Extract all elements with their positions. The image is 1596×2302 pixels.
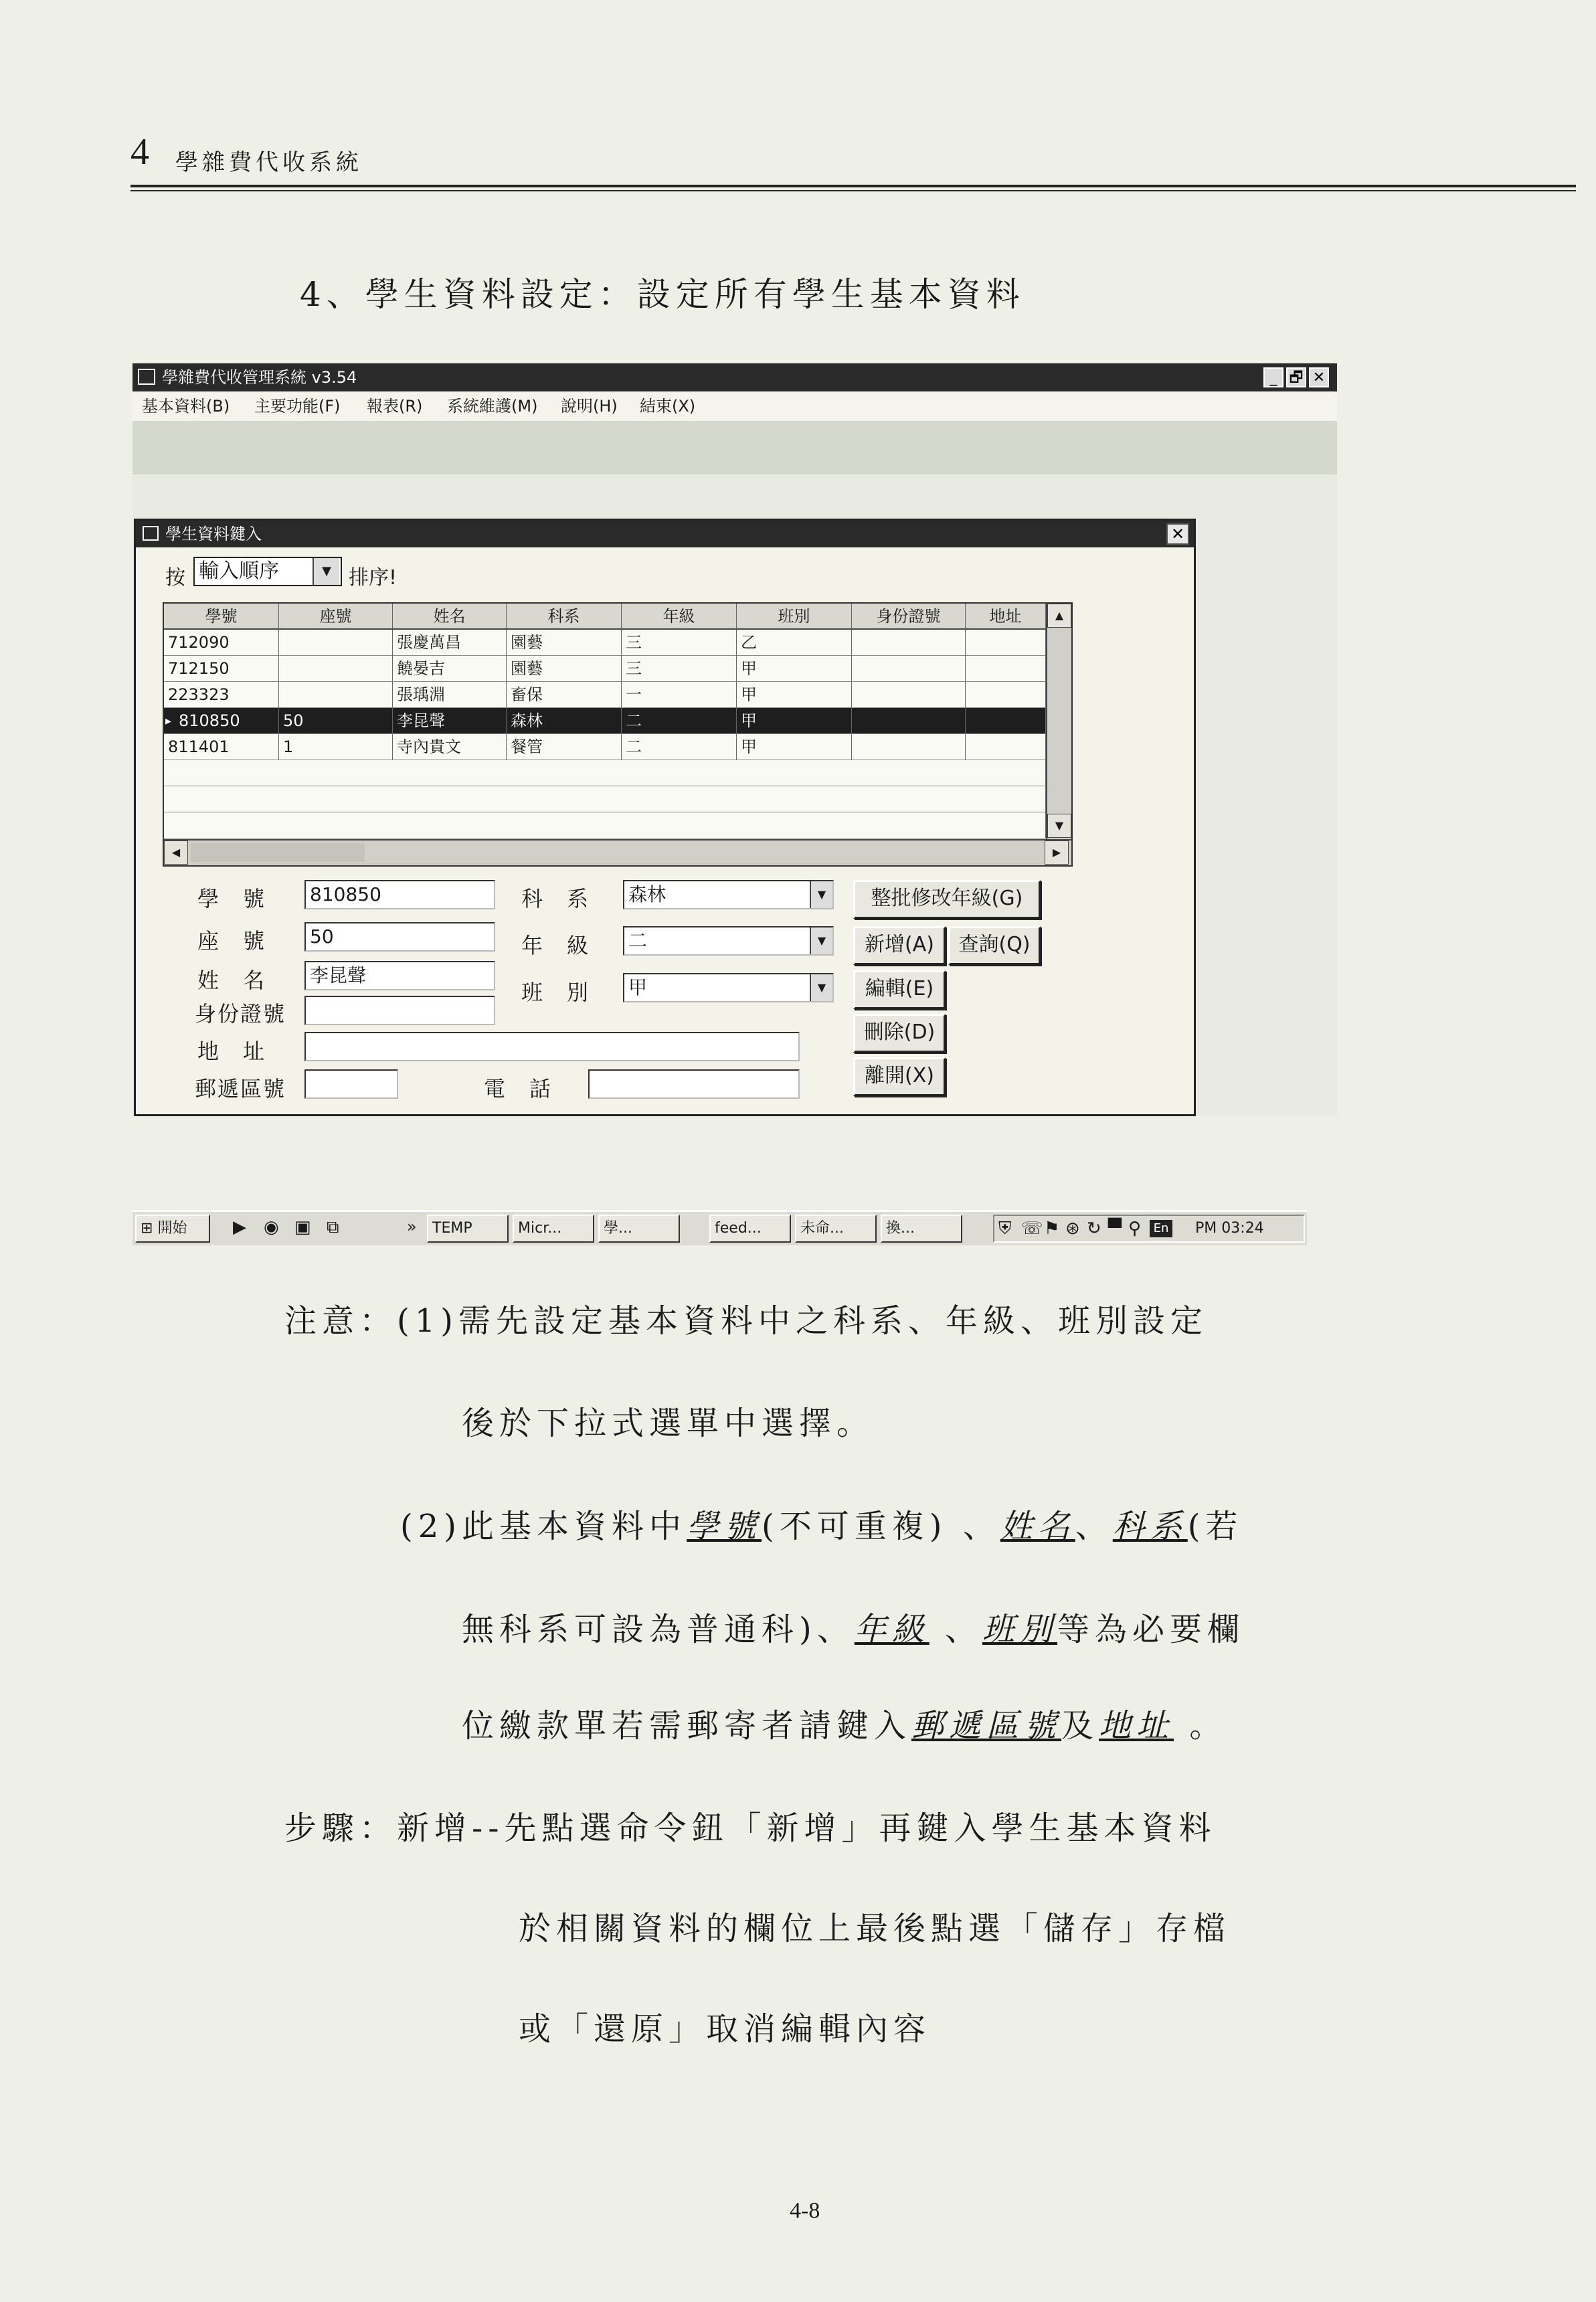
- grid-cell[interactable]: [852, 734, 966, 760]
- grid-cell[interactable]: 甲: [737, 734, 852, 760]
- grid-cell[interactable]: 二: [622, 734, 737, 760]
- column-header[interactable]: 年級: [622, 604, 737, 630]
- refresh-icon[interactable]: ↻: [1087, 1219, 1101, 1239]
- id-no-field[interactable]: [304, 996, 495, 1025]
- dialog-icon: [143, 526, 159, 541]
- scroll-right-icon[interactable]: ▶: [1045, 840, 1069, 865]
- zip-field[interactable]: [304, 1069, 398, 1099]
- search-icon[interactable]: ⚲: [1128, 1219, 1142, 1239]
- menu-help[interactable]: 說明(H): [561, 397, 618, 416]
- menu-reports[interactable]: 報表(R): [367, 397, 423, 416]
- phone-label: 電 話: [484, 1076, 553, 1101]
- dialog-close-icon[interactable]: ✕: [1166, 523, 1189, 545]
- vertical-scrollbar[interactable]: [1046, 604, 1071, 839]
- grid-cell[interactable]: 三: [622, 630, 737, 656]
- sort-order-select[interactable]: 輸入順序: [193, 557, 342, 586]
- grid-cell[interactable]: [966, 656, 1046, 682]
- note-text: (不可重複) 、: [762, 1508, 1000, 1545]
- dept-select[interactable]: 森林: [623, 880, 834, 909]
- app-menubar: [132, 391, 1337, 421]
- note-text: 無科系可設為普通科)、: [462, 1611, 855, 1648]
- grid-cell[interactable]: [852, 682, 966, 708]
- menu-exit[interactable]: 結束(X): [640, 397, 696, 416]
- exit-button[interactable]: 離開(X): [853, 1057, 946, 1096]
- required-field: 郵遞區號: [911, 1707, 1062, 1745]
- grid-cell[interactable]: 223323: [164, 682, 279, 708]
- grade-select[interactable]: 二: [623, 926, 834, 956]
- monitor-icon[interactable]: ▀: [1108, 1219, 1122, 1239]
- close-icon[interactable]: ✕: [1309, 367, 1329, 387]
- column-header[interactable]: 座號: [279, 604, 393, 630]
- student-id-field[interactable]: 810850: [304, 880, 495, 909]
- chevron-down-icon[interactable]: ▼: [313, 558, 339, 585]
- note-text: 及: [1061, 1707, 1099, 1745]
- grid-cell-selected[interactable]: [966, 708, 1046, 734]
- note-2-line-3: [462, 1700, 1227, 1746]
- dialog-title: 學生資料鍵入: [165, 525, 262, 543]
- restore-icon[interactable]: 🗗: [1286, 367, 1306, 387]
- start-button[interactable]: [135, 1215, 210, 1243]
- student-grid: [163, 602, 1073, 867]
- scroll-up-icon[interactable]: ▲: [1047, 604, 1071, 628]
- grid-cell[interactable]: 712150: [164, 656, 279, 682]
- browser-icon[interactable]: ◉: [264, 1217, 279, 1237]
- note-text: 等為必要欄: [1057, 1611, 1245, 1648]
- note-text: 、: [929, 1611, 983, 1648]
- chevron-down-icon[interactable]: ▼: [810, 927, 832, 954]
- address-field[interactable]: [304, 1032, 800, 1061]
- workspace-shade: [132, 421, 1337, 474]
- clock: PM 03:24: [1195, 1220, 1264, 1237]
- task-button-active[interactable]: 學...: [598, 1215, 680, 1243]
- flag-icon[interactable]: ⚑: [1044, 1219, 1060, 1239]
- add-button[interactable]: 新增(A): [853, 926, 946, 965]
- dept-label: 科 系: [521, 886, 590, 911]
- required-field: 科系: [1112, 1508, 1188, 1545]
- chevron-down-icon[interactable]: ▼: [810, 881, 832, 908]
- grid-cell[interactable]: 甲: [737, 682, 852, 708]
- language-indicator[interactable]: En: [1150, 1220, 1172, 1237]
- grid-cell[interactable]: 712090: [164, 630, 279, 656]
- note-1-line-2: 後於下拉式選單中選擇。: [462, 1405, 875, 1442]
- note-text: (2)此基本資料中: [400, 1508, 687, 1545]
- dialog-titlebar: [136, 521, 1194, 547]
- seat-no-label: 座 號: [197, 928, 266, 954]
- grid-cell-selected[interactable]: 810850: [164, 708, 279, 734]
- page-number: 4-8: [790, 2198, 820, 2223]
- batch-grade-button[interactable]: 整批修改年級(G): [853, 880, 1041, 919]
- class-label: 班 別: [521, 980, 590, 1005]
- note-1-line-1: 注意：(1)需先設定基本資料中之科系、年級、班別設定: [284, 1302, 1208, 1340]
- grade-label: 年 級: [521, 933, 590, 958]
- grid-cell[interactable]: 園藝: [507, 630, 622, 656]
- task-button[interactable]: 換...: [881, 1215, 962, 1243]
- grid-cell[interactable]: [966, 630, 1046, 656]
- seat-no-field[interactable]: 50: [304, 922, 495, 952]
- grid-cell-selected[interactable]: 甲: [737, 708, 852, 734]
- grid-cell[interactable]: 園藝: [507, 656, 622, 682]
- grid-cell[interactable]: 三: [622, 656, 737, 682]
- minimize-icon[interactable]: _: [1263, 367, 1283, 387]
- taskbar: [132, 1210, 1307, 1245]
- name-field[interactable]: 李昆聲: [304, 961, 495, 990]
- more-icon[interactable]: »: [407, 1217, 417, 1236]
- app-titlebar: [132, 363, 1337, 391]
- steps-line-1: 步驟：新增--先點選命令鈕「新增」再鍵入學生基本資料: [284, 1809, 1217, 1847]
- play-icon[interactable]: ▶: [233, 1217, 246, 1237]
- steps-line-2: 於相關資料的欄位上最後點選「儲存」存檔: [519, 1910, 1231, 1947]
- app-title: 學雜費代收管理系統 v3.54: [162, 368, 357, 387]
- note-2-line-2: [462, 1603, 1245, 1650]
- phone-icon[interactable]: ☏: [1021, 1219, 1043, 1239]
- row-pointer-icon: ▸: [165, 714, 172, 728]
- menu-main-functions[interactable]: 主要功能(F): [254, 397, 341, 416]
- query-button[interactable]: 查詢(Q): [948, 926, 1041, 965]
- required-field: 姓名: [1000, 1508, 1075, 1545]
- student-id-label: 學 號: [197, 886, 266, 911]
- grid-cell[interactable]: [852, 630, 966, 656]
- desktop-icon[interactable]: ⧉: [327, 1217, 339, 1237]
- phone-field[interactable]: [588, 1069, 800, 1099]
- task-button[interactable]: 未命...: [795, 1215, 877, 1243]
- grid-empty-row: [164, 760, 1046, 786]
- column-header[interactable]: 身份證號: [852, 604, 966, 630]
- system-tray: [993, 1215, 1305, 1243]
- header-rule: [130, 185, 1576, 187]
- class-select[interactable]: 甲: [623, 973, 834, 1002]
- chapter-title: 學雜費代收系統: [175, 149, 363, 176]
- grid-cell[interactable]: 乙: [737, 630, 852, 656]
- grid-cell-selected[interactable]: [852, 708, 966, 734]
- grid-empty-row: [164, 786, 1046, 812]
- edit-button[interactable]: 編輯(E): [853, 970, 946, 1009]
- task-button[interactable]: feed...: [709, 1215, 791, 1243]
- grid-cell[interactable]: 甲: [737, 656, 852, 682]
- grid-cell-selected[interactable]: 二: [622, 708, 737, 734]
- grid-cell[interactable]: [279, 630, 393, 656]
- name-label: 姓 名: [197, 968, 266, 993]
- delete-button[interactable]: 刪除(D): [853, 1014, 946, 1053]
- grid-cell-selected[interactable]: 李昆聲: [393, 708, 507, 734]
- section-title: 4、學生資料設定：設定所有學生基本資料: [300, 275, 1025, 314]
- outlook-icon[interactable]: ▣: [294, 1217, 311, 1237]
- grid-cell[interactable]: 饒晏吉: [393, 656, 507, 682]
- scroll-left-icon[interactable]: ◀: [164, 840, 188, 865]
- header-rule-thin: [130, 190, 1576, 191]
- note-2-line-1: [400, 1500, 1243, 1546]
- column-header[interactable]: 班別: [737, 604, 852, 630]
- grid-cell-selected[interactable]: 50: [279, 708, 393, 734]
- menu-basic-data[interactable]: 基本資料(B): [142, 397, 230, 416]
- note-text: 、: [1075, 1508, 1113, 1545]
- grid-cell[interactable]: 寺內貴文: [393, 734, 507, 760]
- horizontal-scrollbar[interactable]: [164, 839, 1071, 865]
- grid-cell[interactable]: 畜保: [507, 682, 622, 708]
- chevron-down-icon[interactable]: ▼: [810, 974, 832, 1001]
- network-icon[interactable]: ⊛: [1065, 1219, 1080, 1239]
- start-label: 開始: [157, 1220, 187, 1237]
- zip-label: 郵遞區號: [195, 1076, 286, 1101]
- sort-suffix: 排序!: [349, 566, 397, 590]
- required-field: 年級: [854, 1611, 929, 1648]
- note-text: (若: [1187, 1508, 1243, 1545]
- grid-cell[interactable]: [852, 656, 966, 682]
- shield-icon[interactable]: ⛨: [998, 1219, 1012, 1239]
- grid-cell[interactable]: 餐管: [507, 734, 622, 760]
- grid-cell[interactable]: 1: [279, 734, 393, 760]
- id-no-label: 身份證號: [195, 1001, 286, 1027]
- grid-empty-row: [164, 812, 1046, 838]
- scroll-thumb[interactable]: [191, 843, 365, 862]
- grid-cell[interactable]: 811401: [164, 734, 279, 760]
- app-icon: [138, 369, 155, 385]
- grid-cell[interactable]: [279, 682, 393, 708]
- app-window: [132, 363, 1337, 1116]
- column-header[interactable]: 地址: [966, 604, 1046, 630]
- required-field: 學號: [687, 1508, 762, 1545]
- column-header[interactable]: 學號: [164, 604, 279, 630]
- task-button[interactable]: Micr...: [513, 1215, 594, 1243]
- sort-prefix: 按: [165, 566, 185, 590]
- column-header[interactable]: 科系: [507, 604, 622, 630]
- grid-cell-selected[interactable]: 森林: [507, 708, 622, 734]
- grid-cell[interactable]: 張瑀淵: [393, 682, 507, 708]
- address-label: 地 址: [197, 1039, 266, 1064]
- note-text: 。: [1174, 1707, 1227, 1745]
- grid-cell[interactable]: 張慶萬昌: [393, 630, 507, 656]
- grid-cell[interactable]: 一: [622, 682, 737, 708]
- student-entry-dialog: [134, 519, 1196, 1116]
- column-header[interactable]: 姓名: [393, 604, 507, 630]
- grid-cell[interactable]: [279, 656, 393, 682]
- required-field: 地址: [1099, 1707, 1174, 1745]
- scroll-down-icon[interactable]: ▼: [1047, 814, 1071, 838]
- grid-cell[interactable]: [966, 734, 1046, 760]
- task-button[interactable]: TEMP: [427, 1215, 509, 1243]
- grid-cell[interactable]: [966, 682, 1046, 708]
- required-field: 班別: [982, 1611, 1058, 1648]
- menu-maintenance[interactable]: 系統維護(M): [447, 397, 538, 416]
- steps-line-3: 或「還原」取消編輯內容: [519, 2010, 932, 2048]
- note-text: 位繳款單若需郵寄者請鍵入: [462, 1707, 912, 1745]
- windows-logo-icon: ⊞: [141, 1220, 153, 1237]
- chapter-number: 4: [130, 131, 149, 173]
